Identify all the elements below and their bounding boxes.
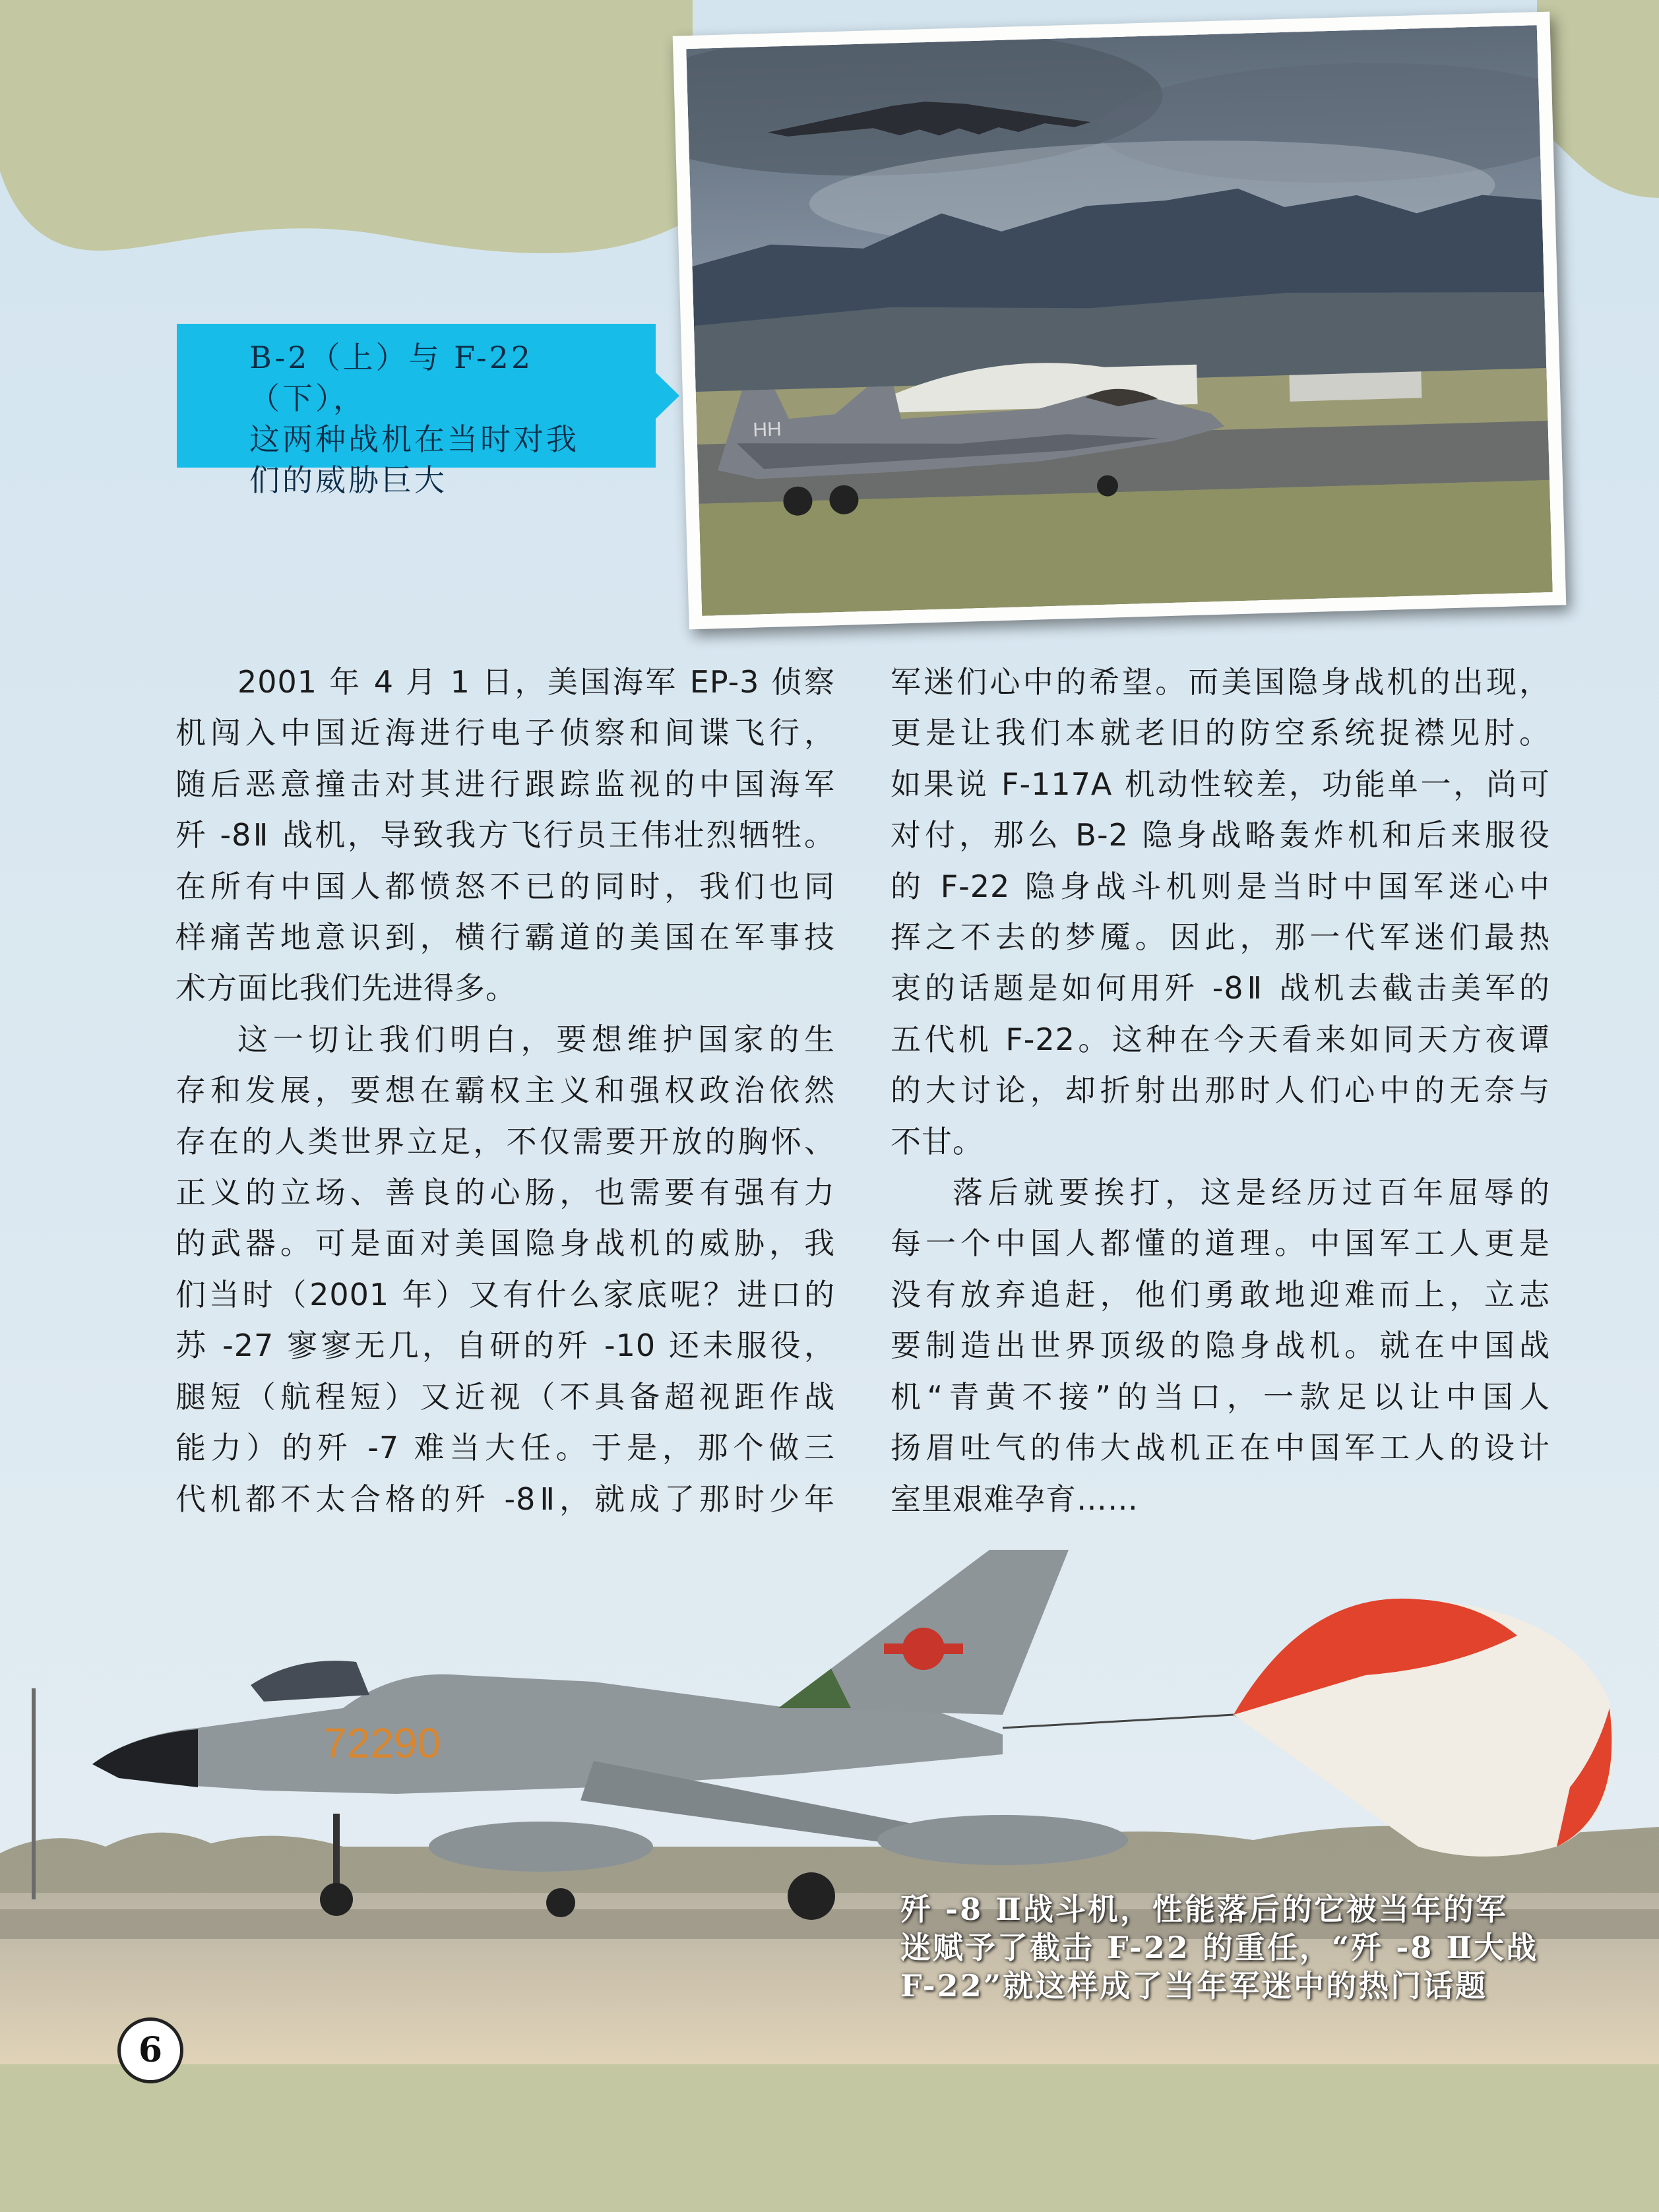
text-line: 正义的立场、善良的心肠，也需要有强有力 xyxy=(175,1175,835,1211)
text-line: 2001 年 4 月 1 日，美国海军 EP-3 侦察 xyxy=(237,664,835,700)
text-line: 落后就要挨打，这是经历过百年屈辱的 xyxy=(953,1175,1550,1211)
text-line: 腿短（航程短）又近视（不具备超视距作战 xyxy=(175,1378,835,1415)
paragraph-2 xyxy=(175,1014,835,1525)
article-left-column xyxy=(175,657,835,1525)
text-line: 能力）的歼 -7 难当大任。于是，那个做三 xyxy=(175,1430,835,1466)
callout-line: 们的威胁巨大 xyxy=(249,462,447,498)
bottom-photo-caption xyxy=(900,1890,1560,2005)
callout-line: 这两种战机在当时对我 xyxy=(249,421,579,457)
paragraph-1 xyxy=(175,657,835,1014)
text-line: 苏 -27 寥寥无几，自研的歼 -10 还未服役， xyxy=(175,1328,835,1364)
text-line: 随后恶意撞击对其进行跟踪监视的中国海军 xyxy=(175,766,835,802)
page-number: 6 xyxy=(117,2017,183,2083)
text-line: 衷的话题是如何用歼 -8Ⅱ 战机去截击美军的 xyxy=(891,970,1550,1006)
text-line: 的大讨论，却折射出那时人们心中的无奈与 xyxy=(891,1072,1550,1109)
text-line: 更是让我们本就老旧的防空系统捉襟见肘。 xyxy=(891,715,1550,751)
text-line: 机闯入中国近海进行电子侦察和间谍飞行， xyxy=(175,715,835,751)
paragraph-2-continued xyxy=(891,657,1550,1167)
text-line: 代机都不太合格的歼 -8Ⅱ，就成了那时少年 xyxy=(175,1481,835,1517)
caption-line: 歼 -8 Ⅱ战斗机，性能落后的它被当年的军 xyxy=(900,1891,1508,1927)
top-photo-frame xyxy=(673,12,1567,630)
text-line: 存在的人类世界立足，不仅需要开放的胸怀、 xyxy=(175,1123,835,1159)
text-line: 样痛苦地意识到，横行霸道的美国在军事技 xyxy=(175,919,835,956)
photo-callout-box xyxy=(177,324,656,498)
text-line: 在所有中国人都愤怒不已的同时，我们也同 xyxy=(175,868,835,904)
text-line: 术方面比我们先进得多。 xyxy=(175,970,516,1006)
b2-and-f22-photo-icon xyxy=(686,25,1553,616)
callout-text xyxy=(249,337,645,501)
caption-line: 迷赋予了截击 F-22 的重任，“歼 -8 Ⅱ大战 xyxy=(900,1930,1539,1965)
callout-pointer xyxy=(656,373,679,419)
text-line: 的 F-22 隐身战斗机则是当时中国军迷心中 xyxy=(891,868,1550,904)
text-line: 挥之不去的梦魇。因此，那一代军迷们最热 xyxy=(891,919,1550,956)
text-line: 存和发展，要想在霸权主义和强权政治依然 xyxy=(175,1072,835,1109)
caption-line: F-22”就这样成了当年军迷中的热门话题 xyxy=(900,1968,1488,2004)
f22-tail-code: HH xyxy=(752,418,782,441)
b2-f22-photo xyxy=(686,25,1553,616)
j8-tail-number: 72290 xyxy=(323,1719,441,1767)
callout-line: B-2（上）与 F-22（下）， xyxy=(249,340,534,416)
article-right-column xyxy=(891,657,1550,1525)
text-line: 不甘。 xyxy=(891,1123,984,1159)
text-line: 每一个中国人都懂的道理。中国军工人更是 xyxy=(891,1225,1550,1262)
text-line: 五代机 F-22。这种在今天看来如同天方夜谭 xyxy=(891,1021,1550,1057)
text-line: 军迷们心中的希望。而美国隐身战机的出现， xyxy=(891,664,1550,700)
text-line: 们当时（2001 年）又有什么家底呢？进口的 xyxy=(175,1276,835,1312)
text-line: 要制造出世界顶级的隐身战机。就在中国战 xyxy=(891,1328,1550,1364)
text-line: 没有放弃追赶，他们勇敢地迎难而上，立志 xyxy=(891,1276,1550,1312)
text-line: 室里艰难孕育…… xyxy=(891,1481,1139,1517)
text-line: 这一切让我们明白，要想维护国家的生 xyxy=(237,1021,835,1057)
top-left-olive-wave xyxy=(0,0,693,253)
paragraph-3 xyxy=(891,1167,1550,1525)
text-line: 如果说 F-117A 机动性较差，功能单一，尚可 xyxy=(891,766,1550,802)
text-line: 机“青黄不接”的当口，一款足以让中国人 xyxy=(891,1378,1550,1415)
text-line: 对付，那么 B-2 隐身战略轰炸机和后来服役 xyxy=(891,817,1550,853)
text-line: 歼 -8Ⅱ 战机，导致我方飞行员王伟壮烈牺牲。 xyxy=(175,817,835,853)
text-line: 扬眉吐气的伟大战机正在中国军工人的设计 xyxy=(891,1430,1550,1466)
text-line: 的武器。可是面对美国隐身战机的威胁，我 xyxy=(175,1225,835,1262)
